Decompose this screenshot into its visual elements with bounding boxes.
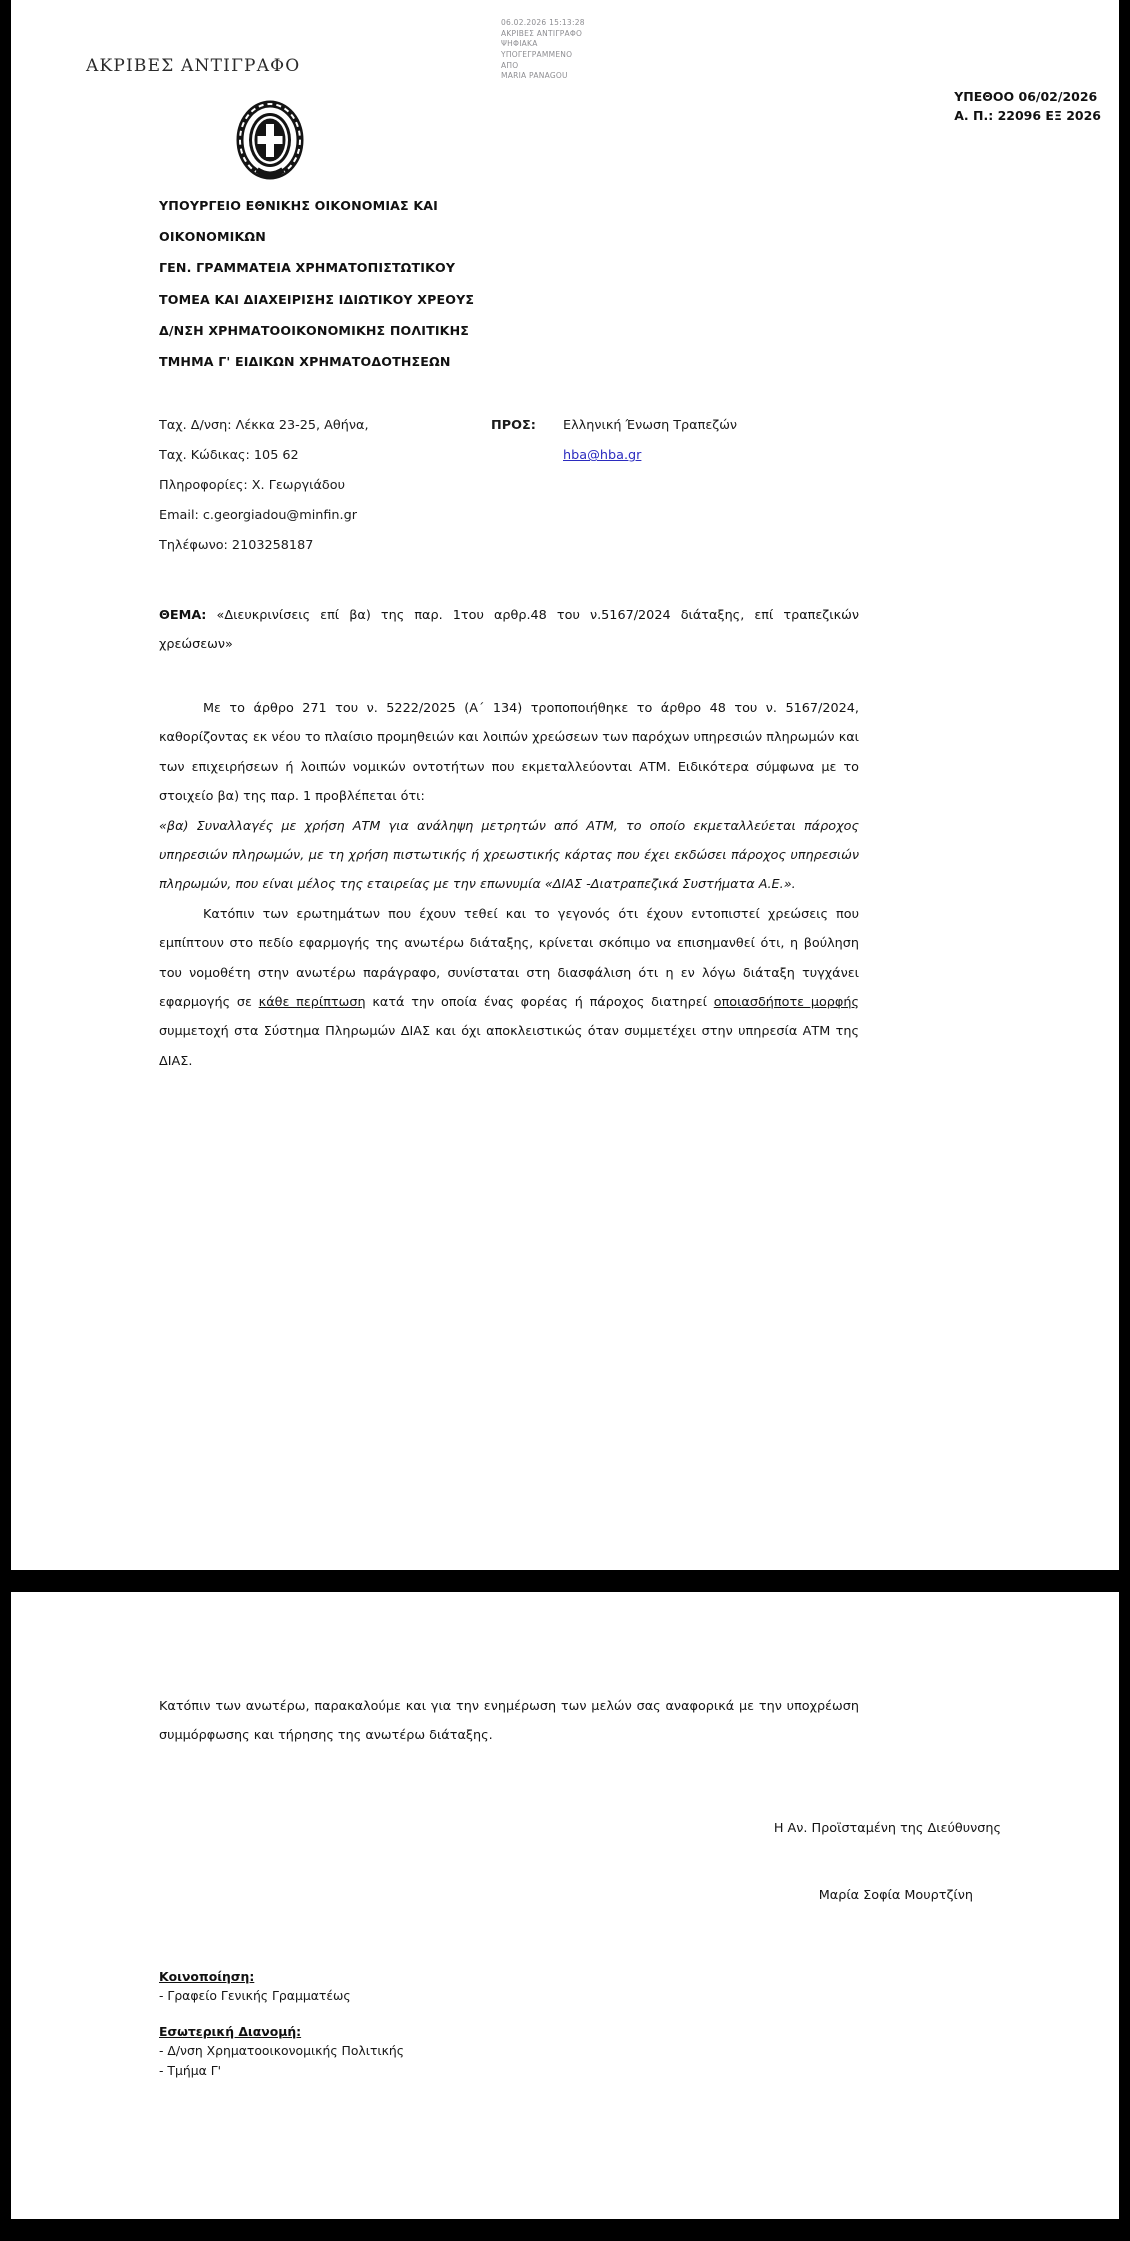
stamp-timestamp: 06.02.2026 15:13:28	[501, 18, 585, 27]
stamp-line-3: ΨΗΦΙΑΚΑ	[501, 39, 538, 49]
recipient-block	[489, 411, 737, 561]
subject-text: «Διευκρινίσεις επί βα) της παρ. 1του αρθρ.48 του ν.5167/2024 διάταξης, επί τραπεζικών χρεώσεων»	[159, 608, 859, 653]
stamp-line-4: ΥΠΟΓΕΓΡΑΜΜΕΝΟ	[501, 49, 573, 59]
signatory-title: Η Αν. Προϊσταμένη της Διεύθυνσης	[773, 1820, 1001, 1836]
subject-label: ΘΕΜΑ:	[159, 608, 207, 623]
body-emphasis-every-case: κάθε περίπτωση	[258, 995, 366, 1011]
internal-item-1: - Δ/νση Χρηματοοικονομικής Πολιτικής	[159, 2042, 405, 2058]
contact-and-recipient-area	[159, 411, 989, 561]
protocol-number-block	[954, 88, 1101, 126]
ministry-heading	[159, 190, 799, 377]
recipient-label: ΠΡΟΣ:	[491, 418, 536, 434]
document-page-1	[11, 0, 1119, 1570]
sender-contact-block	[159, 411, 489, 561]
closing-paragraph: Κατόπιν των ανωτέρω, παρακαλούμε και για την ενημέρωση των μελών σας αναφορικά με την υποχρέωση συμμόρφωσης και τήρησης της ανωτέρω διάταξης.	[159, 1699, 859, 1744]
contact-postcode: Ταχ. Κώδικας: 105 62	[159, 448, 299, 464]
page-header-band	[11, 0, 1119, 190]
internal-distribution-heading: Εσωτερική Διανομή:	[159, 2023, 302, 2039]
cc-heading: Κοινοποίηση:	[159, 1968, 255, 1984]
body-paragraph-2-part-c: συμμετοχή στα Σύστημα Πληρωμών ΔΙΑΣ και όχι αποκλειστικώς όταν συμμετέχει στην υπηρεσία ΑΤΜ της ΔΙΑΣ.	[159, 1024, 859, 1069]
body-paragraph-2-part-a: Κατόπιν των ερωτημάτων που έχουν τεθεί και το γεγονός ότι έχουν εντοπιστεί χρεώσεις που εμπίπτουν στο πεδίο εφαρμογής της ανωτέρω διάταξης, κρίνεται σκόπιμο να επισημανθεί ότι, η βούληση του νομοθέτη στην ανωτέρω παράγραφο, συνίσταται στη διασφάλιση ότι η εν λόγω διάταξη τυγχάνει εφαρμογής σε	[159, 906, 859, 1011]
stamp-signer-name: MARIA PANAGOU	[501, 71, 568, 81]
signatory-name: Μαρία Σοφία Μουρτζίνη	[818, 1887, 973, 1903]
page-separator	[0, 1570, 1130, 1592]
document-page-2	[11, 1592, 1119, 2219]
contact-phone: Τηλέφωνο: 2103258187	[159, 538, 314, 554]
body-quoted-provision: «βα) Συναλλαγές με χρήση ΑΤΜ για ανάληψη μετρητών από ΑΤΜ, το οποίο εκμεταλλεύεται πάροχος υπηρεσιών πληρωμών, με τη χρήση πιστωτικής ή χρεωστικής κάρτας που έχει εκδώσει πάροχος υπηρεσιών πληρωμών, που είναι μέλος της εταιρείας με την επωνυμία «ΔΙΑΣ -Διατραπεζικά Συστήματα Α.Ε.».	[159, 818, 859, 893]
recipient-row	[491, 411, 737, 441]
ministry-line-1: ΥΠΟΥΡΓΕΙΟ ΕΘΝΙΚΗΣ ΟΙΚΟΝΟΜΙΑΣ ΚΑΙ	[159, 198, 438, 213]
contact-address: Ταχ. Δ/νση: Λέκκα 23-25, Αθήνα,	[159, 418, 369, 434]
ministry-line-2: ΟΙΚΟΝΟΜΙΚΩΝ	[159, 229, 266, 245]
stamp-line-5: ΑΠΟ	[501, 60, 519, 70]
contact-info-officer: Πληροφορίες: Χ. Γεωργιάδου	[159, 478, 345, 494]
ministry-line-6: ΤΜΗΜΑ Γ' ΕΙΔΙΚΩΝ ΧΡΗΜΑΤΟΔΟΤΗΣΕΩΝ	[159, 354, 451, 370]
recipient-email-link[interactable]: hba@hba.gr	[563, 448, 642, 464]
ministry-line-4: ΤΟΜΕΑ ΚΑΙ ΔΙΑΧΕΙΡΙΣΗΣ ΙΔΙΩΤΙΚΟΥ ΧΡΕΟΥΣ	[159, 291, 475, 307]
signature-block	[11, 1821, 1119, 1903]
cc-item-1: - Γραφείο Γενικής Γραμματέως	[159, 1987, 351, 2003]
body-paragraph-2-part-b: κατά την οποία ένας φορέας ή πάροχος διατηρεί	[365, 995, 714, 1011]
hellenic-republic-emblem-icon	[233, 100, 307, 182]
protocol-registry-number: Α. Π.: 22096 ΕΞ 2026	[954, 107, 1101, 123]
body-paragraph-1: Με το άρθρο 271 του ν. 5222/2025 (Α΄ 134) τροποποιήθηκε το άρθρο 48 του ν. 5167/2024, καθορίζοντας εκ νέου το πλαίσιο προμηθειών και λοιπών χρεώσεων των παρόχων υπηρεσιών πληρωμών και των επιχειρήσεων ή λοιπών νομικών οντοτήτων που εκμεταλλεύονται ΑΤΜ. Ειδικότερα σύμφωνα με το στοιχείο βα) της παρ. 1 προβλέπεται ότι:	[159, 700, 859, 805]
body-paragraph-2	[159, 900, 859, 1077]
protocol-ministry-date: ΥΠΕΘΟΟ 06/02/2026	[954, 89, 1098, 104]
subject-line	[159, 601, 859, 660]
certified-copy-label: ΑΚΡΙΒΕΣ ΑΝΤΙΓΡΑΦΟ	[86, 56, 301, 76]
distribution-spacer	[159, 2006, 759, 2024]
internal-item-2: - Τμήμα Γ'	[159, 2063, 222, 2079]
document-body	[159, 694, 859, 1076]
distribution-block	[159, 1969, 759, 2081]
body-emphasis-any-form: οποιασδήποτε μορφής	[713, 995, 859, 1011]
ministry-line-3: ΓΕΝ. ΓΡΑΜΜΑΤΕΙΑ ΧΡΗΜΑΤΟΠΙΣΤΩΤΙΚΟΥ	[159, 260, 456, 276]
contact-email: Email: c.georgiadou@minfin.gr	[159, 508, 357, 524]
digital-signature-stamp	[501, 18, 585, 82]
recipient-name: Ελληνική Ένωση Τραπεζών	[563, 418, 738, 434]
stamp-line-2: ΑΚΡΙΒΕΣ ΑΝΤΙΓΡΑΦΟ	[501, 28, 583, 38]
ministry-line-5: Δ/ΝΣΗ ΧΡΗΜΑΤΟΟΙΚΟΝΟΜΙΚΗΣ ΠΟΛΙΤΙΚΗΣ	[159, 322, 470, 338]
